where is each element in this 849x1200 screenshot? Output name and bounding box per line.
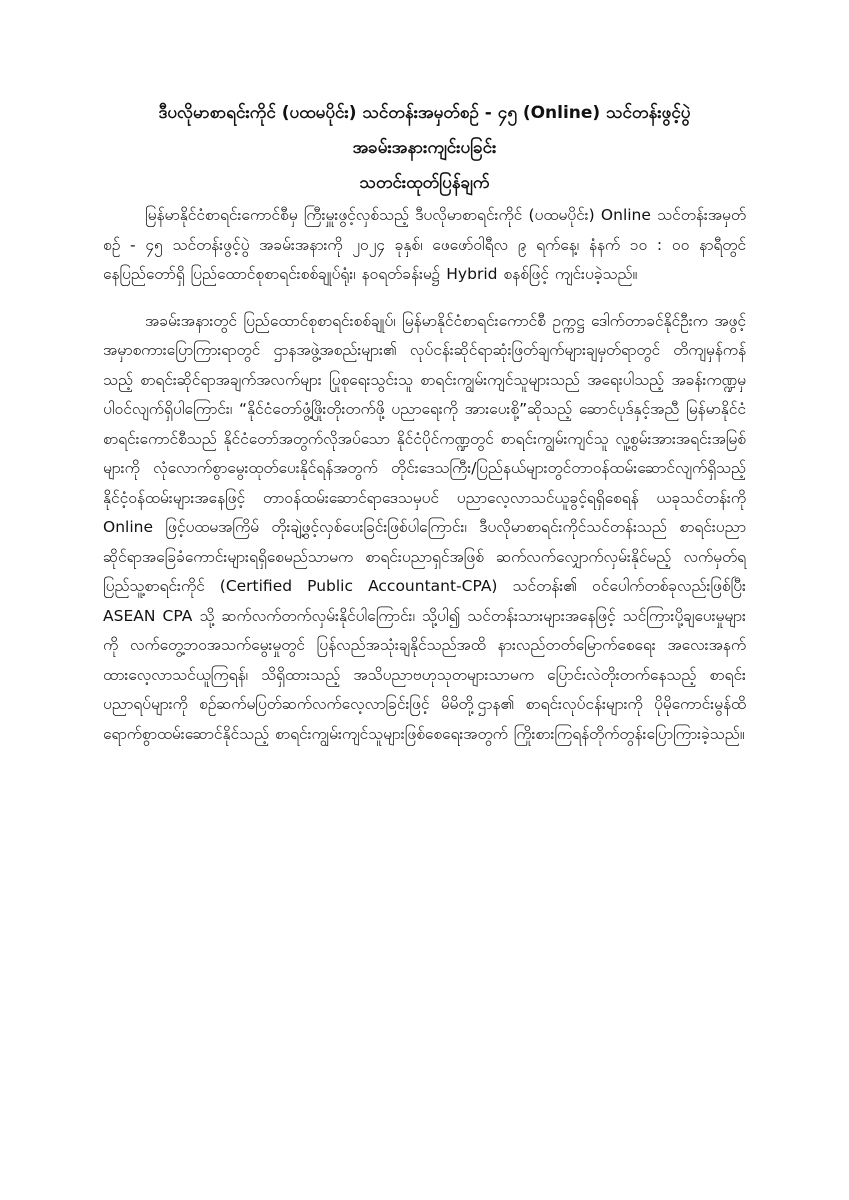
document-subtitle: အခမ်းအနားကျင်းပခြင်း	[352, 138, 497, 158]
body-paragraph-1: မြန်မာနိုင်ငံစာရင်းကောင်စီမှ ကြီးမှူးဖွင့်လှစ်သည့် ဒီပလိုမာစာရင်းကိုင် (ပထမပိုင်း) Online သင်တန်းအမှတ်စဉ် - ၄၅ သင်တန်းဖွင့်ပွဲ အခမ်းအနားကို ၂၀၂၄ ခုနှစ်၊ ဖေဖော်ဝါရီလ ၉ ရက်နေ့၊ နံနက် ၁၀ : ၀၀ နာရီတွင် နေပြည်တော်ရှိ ပြည်ထောင်စုစာရင်းစစ်ချုပ်ရုံး၊ နဝရတ်ခန်းမ၌ Hybrid စနစ်ဖြင့် ကျင်းပခဲ့သည်။	[103, 206, 746, 283]
document-type-heading: သတင်းထုတ်ပြန်ချက်	[359, 173, 490, 193]
document-title: ဒီပလိုမာစာရင်းကိုင် (ပထမပိုင်း) သင်တန်းအမှတ်စဉ် - ၄၅ (Online) သင်တန်းဖွင့်ပွဲ	[158, 103, 691, 123]
body-paragraph-2: အခမ်းအနားတွင် ပြည်ထောင်စုစာရင်းစစ်ချုပ်၊ မြန်မာနိုင်ငံစာရင်းကောင်စီ ဥက္ကဋ္ဌ ဒေါက်တာခင်နိုင်ဦးက အဖွင့်အမှာစကားပြောကြားရာတွင် ဌာနအဖွဲ့အစည်းများ၏ လုပ်ငန်းဆိုင်ရာဆုံးဖြတ်ချက်များချမှတ်ရာတွင် တိကျမှန်ကန်သည့် စာရင်းဆိုင်ရာအချက်အလက်များ ပြုစုရေးသွင်းသူ စာရင်းကျွမ်းကျင်သူများသည် အရေးပါသည့် အခန်းကဏ္ဍမှပါဝင်လျက်ရှိပါကြောင်း၊ “နိုင်ငံတော်ဖွံ့ဖြိုးတိုးတက်ဖို့ ပညာရေးကို အားပေးစို့”ဆိုသည့် ဆောင်ပုဒ်နှင့်အညီ မြန်မာနိုင်ငံစာရင်းကောင်စီသည် နိုင်ငံတော်အတွက်လိုအပ်သော နိုင်ငံပိုင်ကဏ္ဍတွင် စာရင်းကျွမ်းကျင်သူ လူ့စွမ်းအားအရင်းအမြစ်များကို လုံလောက်စွာမွေးထုတ်ပေးနိုင်ရန်အတွက် တိုင်းဒေသကြီး/ပြည်နယ်များတွင်တာဝန်ထမ်းဆောင်လျက်ရှိသည့် နိုင်ငံ့ဝန်ထမ်းများအနေဖြင့် တာဝန်ထမ်းဆောင်ရာဒေသမှပင် ပညာလေ့လာသင်ယူခွင့်ရရှိစေရန် ယခုသင်တန်းကို Online ဖြင့်ပထမအကြိမ် တိုးချဲ့ဖွင့်လှစ်ပေးခြင်းဖြစ်ပါကြောင်း၊ ဒီပလိုမာစာရင်းကိုင်သင်တန်းသည် စာရင်းပညာဆိုင်ရာအခြေခံကောင်းများရရှိစေမည်သာမက စာရင်းပညာရှင်အဖြစ် ဆက်လက်လျှောက်လှမ်းနိုင်မည့် လက်မှတ်ရပြည်သူ့စာရင်းကိုင် (Certified Public Accountant-CPA) သင်တန်း၏ ဝင်ပေါက်တစ်ခုလည်းဖြစ်ပြီး ASEAN CPA သို့ ဆက်လက်တက်လှမ်းနိုင်ပါကြောင်း၊ သို့ပါ၍ သင်တန်းသားများအနေဖြင့် သင်ကြားပို့ချပေးမှုများကို လက်တွေ့ဘဝအသက်မွေးမှုတွင် ပြန်လည်အသုံးချနိုင်သည်အထိ နားလည်တတ်မြောက်စေရေး အလေးအနက်ထားလေ့လာသင်ယူကြရန်၊ သိရှိထားသည့် အသိပညာဗဟုသုတများသာမက ပြောင်းလဲတိုးတက်နေသည့် စာရင်းပညာရပ်များကို စဉ်ဆက်မပြတ်ဆက်လက်လေ့လာခြင်းဖြင့် မိမိတို့ဌာန၏ စာရင်းလုပ်ငန်းများကို ပိုမိုကောင်းမွန်ထိရောက်စွာထမ်းဆောင်နိုင်သည့် စာရင်းကျွမ်းကျင်သူများဖြစ်စေရေးအတွက် ကြိုးစားကြရန်တိုက်တွန်းပြောကြားခဲ့သည်။	[103, 311, 746, 743]
document-page	[103, 92, 746, 749]
